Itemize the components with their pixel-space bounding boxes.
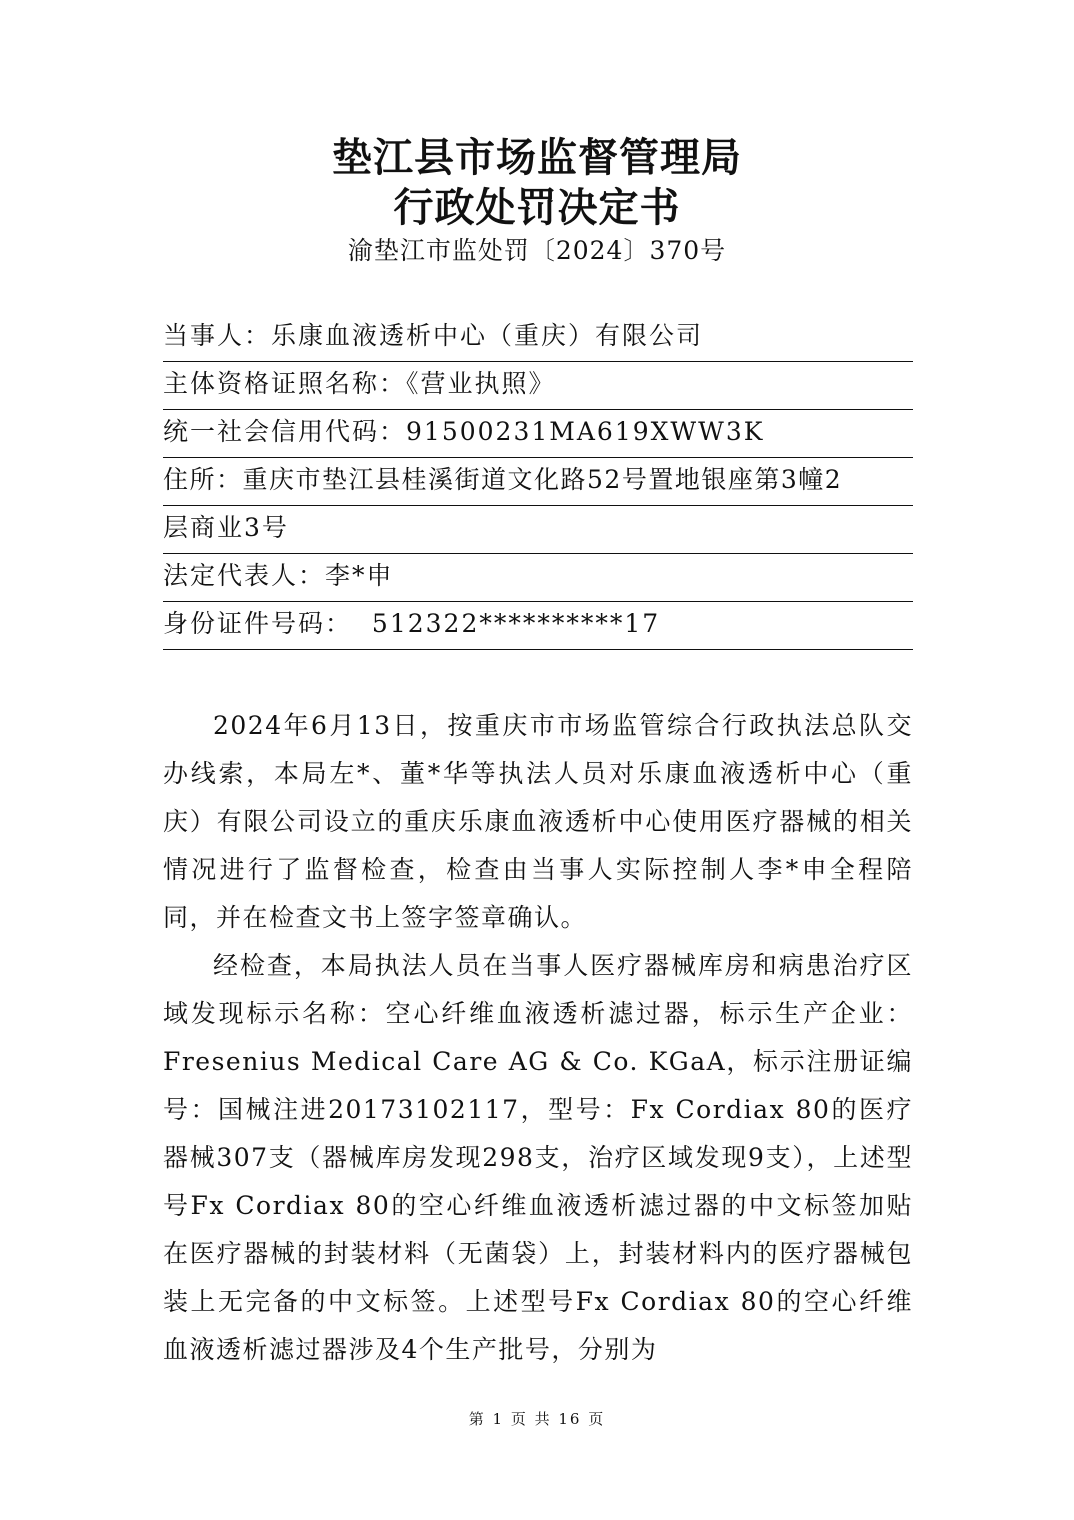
address-row-continued (163, 506, 913, 554)
paragraph-findings (163, 942, 913, 1374)
party-name-label: 当事人： (163, 321, 272, 350)
address-value-line2: 层商业3号 (163, 513, 289, 542)
id-number-row (163, 602, 913, 650)
party-name-row (163, 314, 913, 362)
credit-code-value: 91500231MA619XWW3K (406, 417, 765, 446)
license-row (163, 362, 913, 410)
license-value: 《营业执照》 (406, 369, 556, 398)
address-row (163, 458, 913, 506)
page-footer: 第 1 页 共 16 页 (468, 1410, 606, 1428)
license-label: 主体资格证照名称： (163, 369, 407, 398)
legal-rep-value: 李*申 (325, 561, 394, 590)
paragraph-1-text: 2024年6月13日，按重庆市市场监管综合行政执法总队交办线索，本局左*、董*华等执法人员对乐康血液透析中心（重庆）有限公司设立的重庆乐康血液透析中心使用医疗器械的相关情况进行了监督检查，检查由当事人实际控制人李*申全程陪同，并在检查文书上签字签章确认。 (163, 711, 913, 932)
credit-code-row (163, 410, 913, 458)
agency-title: 垫江县市场监督管理局 (332, 134, 742, 181)
id-number-value: 512322**********17 (371, 609, 661, 638)
party-info (163, 314, 913, 650)
id-number-label: 身份证件号码： (163, 609, 353, 638)
paragraph-2-text: 经检查，本局执法人员在当事人医疗器械库房和病患治疗区域发现标示名称：空心纤维血液透析滤过器，标示生产企业：Fresenius Medical Care AG & Co. KGaA，标示注册证编号：国械注进20173102117，型号：Fx Cordiax 80的医疗器械307支（器械库房发现298支，治疗区域发现9支），上述型号Fx Cordiax 80的空心纤维血液透析滤过器的中文标签加贴在医疗器械的封装材料（无菌袋）上，封装材料内的医疗器械包装上无完备的中文标签。上述型号Fx Cordiax 80的空心纤维血液透析滤过器涉及4个生产批号，分别为 (163, 951, 913, 1364)
credit-code-label: 统一社会信用代码： (163, 417, 407, 446)
party-name-value: 乐康血液透析中心（重庆）有限公司 (271, 321, 704, 350)
document-number: 渝垫江市监处罚〔2024〕370号 (347, 236, 727, 265)
legal-rep-label: 法定代表人： (163, 561, 326, 590)
legal-rep-row (163, 554, 913, 602)
address-label: 住所： (163, 465, 243, 494)
document-title: 行政处罚决定书 (393, 184, 681, 231)
paragraph-inspection (163, 702, 913, 942)
address-value-line1: 重庆市垫江县桂溪街道文化路52号置地银座第3幢2 (242, 465, 843, 494)
